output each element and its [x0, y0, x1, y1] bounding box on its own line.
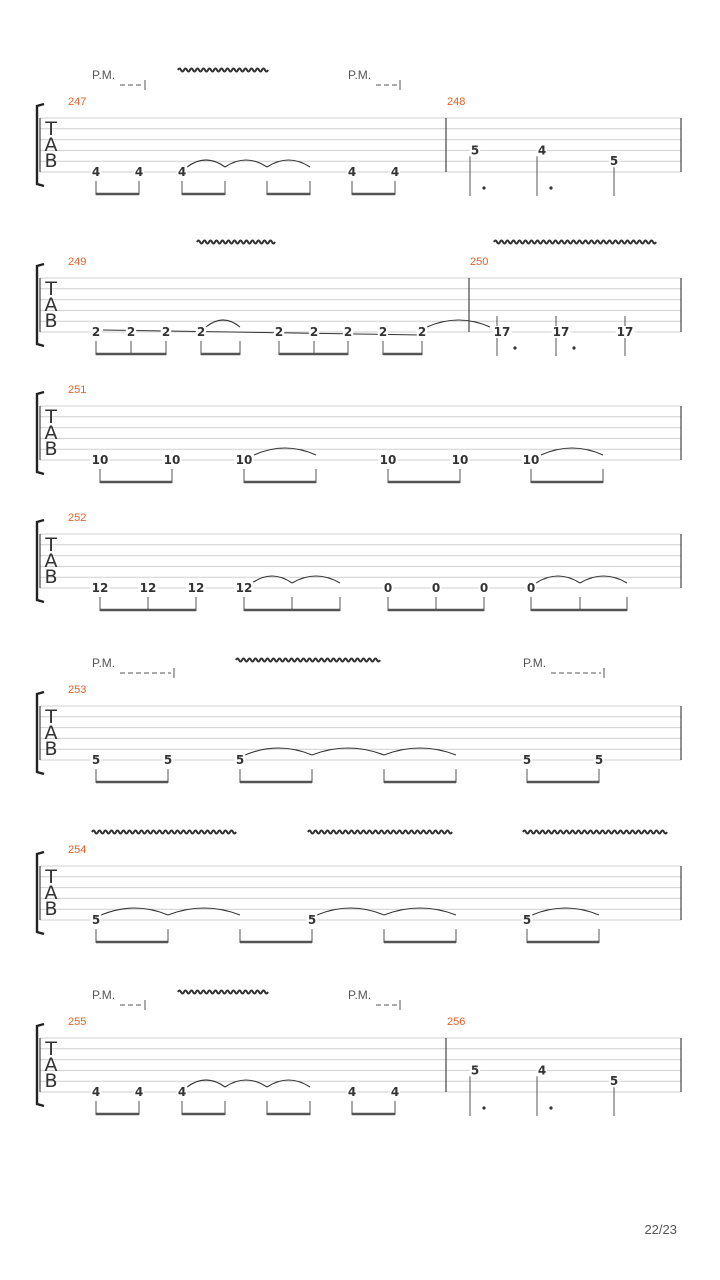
fret-number: 4	[347, 1085, 357, 1099]
fret-number: 5	[91, 913, 101, 927]
measure-number: 252	[68, 512, 87, 524]
vibrato-mark	[178, 69, 268, 72]
dotted-note-dot	[549, 186, 552, 189]
fret-number: 5	[307, 913, 317, 927]
measure-number: 254	[68, 844, 87, 856]
fret-number: 2	[417, 325, 427, 339]
tab-clef-letter: T	[45, 866, 57, 888]
palm-mute-label: P.M.	[348, 68, 372, 82]
tab-clef-letter: B	[44, 738, 58, 760]
tab-clef-letter: B	[44, 310, 58, 332]
measure-number: 253	[68, 684, 87, 696]
palm-mute-label: P.M.	[92, 68, 116, 82]
page-number: 22/23	[644, 1222, 677, 1237]
fret-number: 5	[91, 753, 101, 767]
fret-number: 5	[609, 154, 619, 169]
tab-clef-letter: B	[44, 150, 58, 172]
fret-number: 12	[91, 581, 109, 595]
tab-clef-letter: T	[45, 534, 57, 556]
fret-number: 0	[479, 581, 489, 595]
tab-clef-letter: A	[44, 1054, 58, 1076]
fret-number: 0	[431, 581, 441, 595]
fret-number: 5	[594, 753, 604, 767]
fret-number: 10	[163, 453, 181, 467]
vibrato-mark	[178, 991, 268, 994]
fret-number: 5	[609, 1074, 619, 1089]
tab-clef-letter: T	[45, 406, 57, 428]
fret-number: 2	[161, 325, 171, 339]
fret-number: 2	[309, 325, 319, 339]
tab-clef-letter: T	[45, 118, 57, 140]
fret-number: 17	[552, 325, 570, 339]
fret-number: 2	[378, 325, 388, 339]
fret-number: 4	[177, 1085, 187, 1099]
measure-number: 255	[68, 1016, 87, 1028]
tab-clef-letter: A	[44, 550, 58, 572]
tab-clef-letter: A	[44, 422, 58, 444]
fret-number: 10	[91, 453, 109, 467]
fret-number: 5	[522, 753, 532, 767]
fret-number: 4	[347, 165, 357, 179]
vibrato-mark	[197, 241, 275, 244]
tab-clef-letter: A	[44, 294, 58, 316]
fret-number: 2	[196, 325, 206, 339]
fret-number: 0	[526, 581, 536, 595]
dotted-note-dot	[549, 1106, 552, 1109]
tab-clef-letter: T	[45, 706, 57, 728]
fret-number: 5	[522, 913, 532, 927]
dotted-note-dot	[482, 1106, 485, 1109]
fret-number: 4	[177, 165, 187, 179]
fret-number: 4	[134, 1085, 144, 1099]
fret-number: 5	[470, 1063, 480, 1078]
vibrato-mark	[523, 831, 667, 834]
measure-number: 249	[68, 256, 87, 268]
fret-number: 10	[522, 453, 540, 467]
fret-number: 4	[91, 165, 101, 179]
tab-clef-letter: T	[45, 1038, 57, 1060]
tab-clef-letter: A	[44, 882, 58, 904]
fret-number: 2	[343, 325, 353, 339]
dotted-note-dot	[513, 346, 516, 349]
palm-mute-label: P.M.	[92, 988, 116, 1002]
fret-number: 4	[537, 1063, 547, 1078]
palm-mute-label: P.M.	[348, 988, 372, 1002]
dotted-note-dot	[482, 186, 485, 189]
fret-number: 10	[235, 453, 253, 467]
measure-number: 250	[470, 256, 489, 268]
palm-mute-label: P.M.	[523, 656, 547, 670]
measure-number: 248	[447, 96, 466, 108]
fret-number: 4	[390, 1085, 400, 1099]
tab-clef-letter: B	[44, 1070, 58, 1092]
fret-number: 4	[390, 165, 400, 179]
fret-number: 10	[451, 453, 469, 467]
tab-clef-letter: A	[44, 722, 58, 744]
vibrato-mark	[308, 831, 452, 834]
measure-number: 247	[68, 96, 87, 108]
fret-number: 4	[134, 165, 144, 179]
fret-number: 12	[235, 581, 253, 595]
vibrato-mark	[236, 659, 380, 662]
fret-number: 12	[187, 581, 205, 595]
vibrato-mark	[494, 241, 656, 244]
fret-number: 17	[616, 325, 634, 339]
measure-number: 251	[68, 384, 87, 396]
dotted-note-dot	[572, 346, 575, 349]
tab-clef-letter: B	[44, 898, 58, 920]
fret-number: 4	[91, 1085, 101, 1099]
measure-number: 256	[447, 1016, 466, 1028]
fret-number: 5	[163, 753, 173, 767]
fret-number: 2	[274, 325, 284, 339]
fret-number: 10	[379, 453, 397, 467]
tab-clef-letter: T	[45, 278, 57, 300]
palm-mute-label: P.M.	[92, 656, 116, 670]
tab-clef-letter: B	[44, 438, 58, 460]
vibrato-mark	[92, 831, 236, 834]
fret-number: 2	[91, 325, 101, 339]
fret-number: 12	[139, 581, 157, 595]
fret-number: 17	[493, 325, 511, 339]
fret-number: 2	[126, 325, 136, 339]
tab-clef-letter: A	[44, 134, 58, 156]
fret-number: 5	[470, 143, 480, 158]
fret-number: 0	[383, 581, 393, 595]
fret-number: 5	[235, 753, 245, 767]
tab-clef-letter: B	[44, 566, 58, 588]
fret-number: 4	[537, 143, 547, 158]
